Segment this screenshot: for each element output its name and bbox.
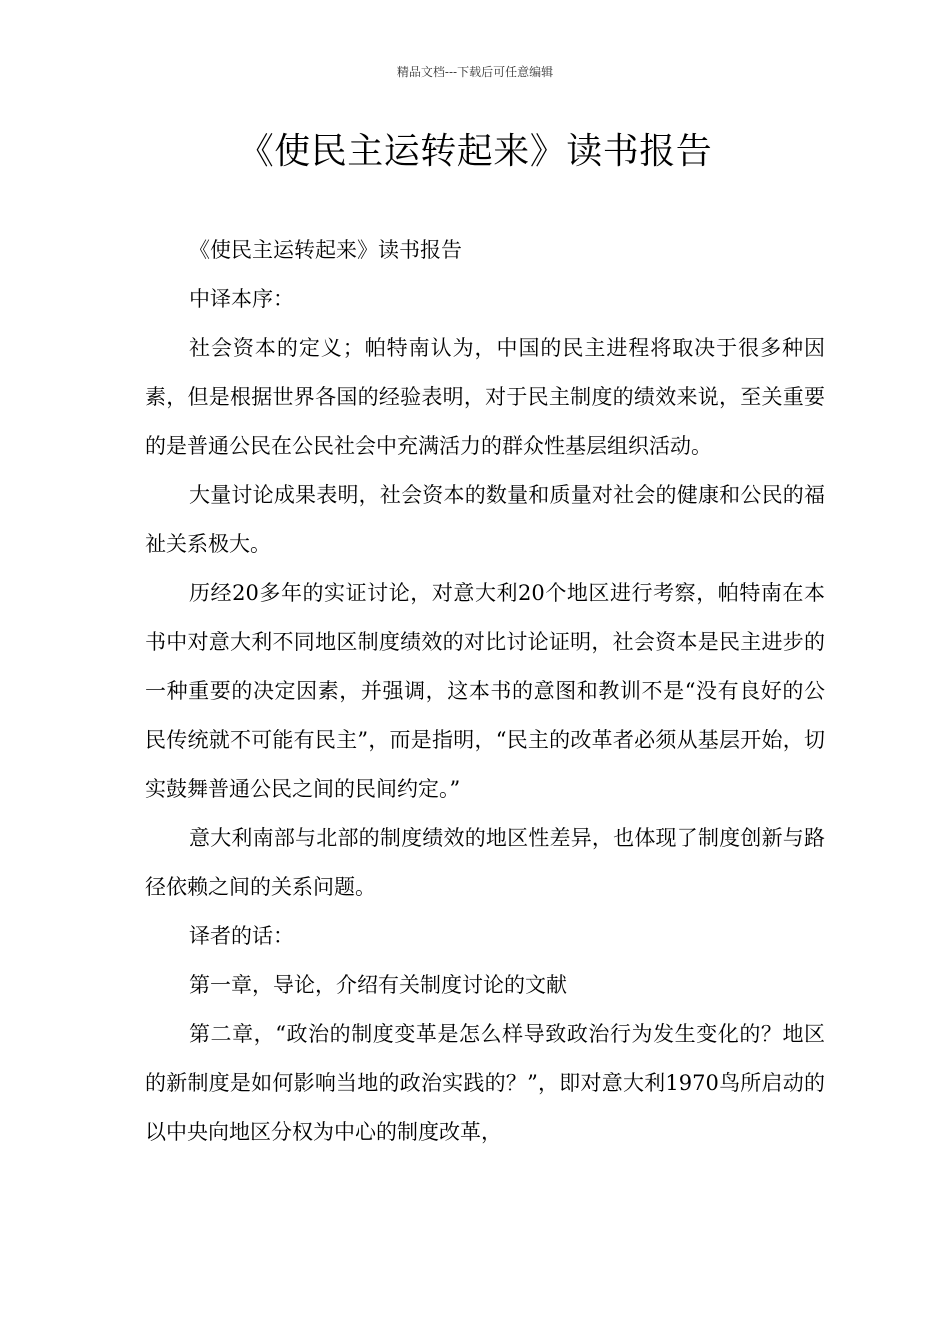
header-note: 精品文档---下载后可任意编辑 bbox=[396, 65, 554, 79]
paragraph-chapter-one: 第一章，导论，介绍有关制度讨论的文献 bbox=[189, 973, 567, 997]
document-title: 《使民主运转起来》读书报告 bbox=[237, 131, 713, 172]
paragraph-empirical-study: 历经20多年的实证讨论，对意大利20个地区进行考察，帕特南在本书中对意大利不同地区制度绩效的对比讨论证明，社会资本是民主进步的一种重要的决定因素，并强调，这本书的意图和教训不是“没有良好的公民传统就不可能有民主”，而是指明，“民主的改革者必须从基层开始，切实鼓舞普通公民之间的民间约定。” bbox=[145, 581, 825, 801]
paragraph-social-capital-definition: 社会资本的定义；帕特南认为，中国的民主进程将取决于很多种因素，但是根据世界各国的经验表明，对于民主制度的绩效来说，至关重要的是普通公民在公民社会中充满活力的群众性基层组织活动。 bbox=[145, 336, 825, 458]
paragraph-report-heading: 《使民主运转起来》读书报告 bbox=[189, 238, 462, 262]
paragraph-preface-heading: 中译本序： bbox=[189, 287, 294, 311]
paragraph-translator-note: 译者的话： bbox=[189, 924, 294, 948]
document-body bbox=[145, 226, 825, 1157]
paragraph-chapter-two: 第二章，“政治的制度变革是怎么样导致政治行为发生变化的？地区的新制度是如何影响当地的政治实践的？”，即对意大利1970鸟所启动的以中央向地区分权为中心的制度改革， bbox=[145, 1022, 825, 1144]
paragraph-regional-differences: 意大利南部与北部的制度绩效的地区性差异，也体现了制度创新与路径依赖之间的关系问题。 bbox=[145, 826, 825, 899]
paragraph-research-results: 大量讨论成果表明，社会资本的数量和质量对社会的健康和公民的福祉关系极大。 bbox=[145, 483, 825, 556]
